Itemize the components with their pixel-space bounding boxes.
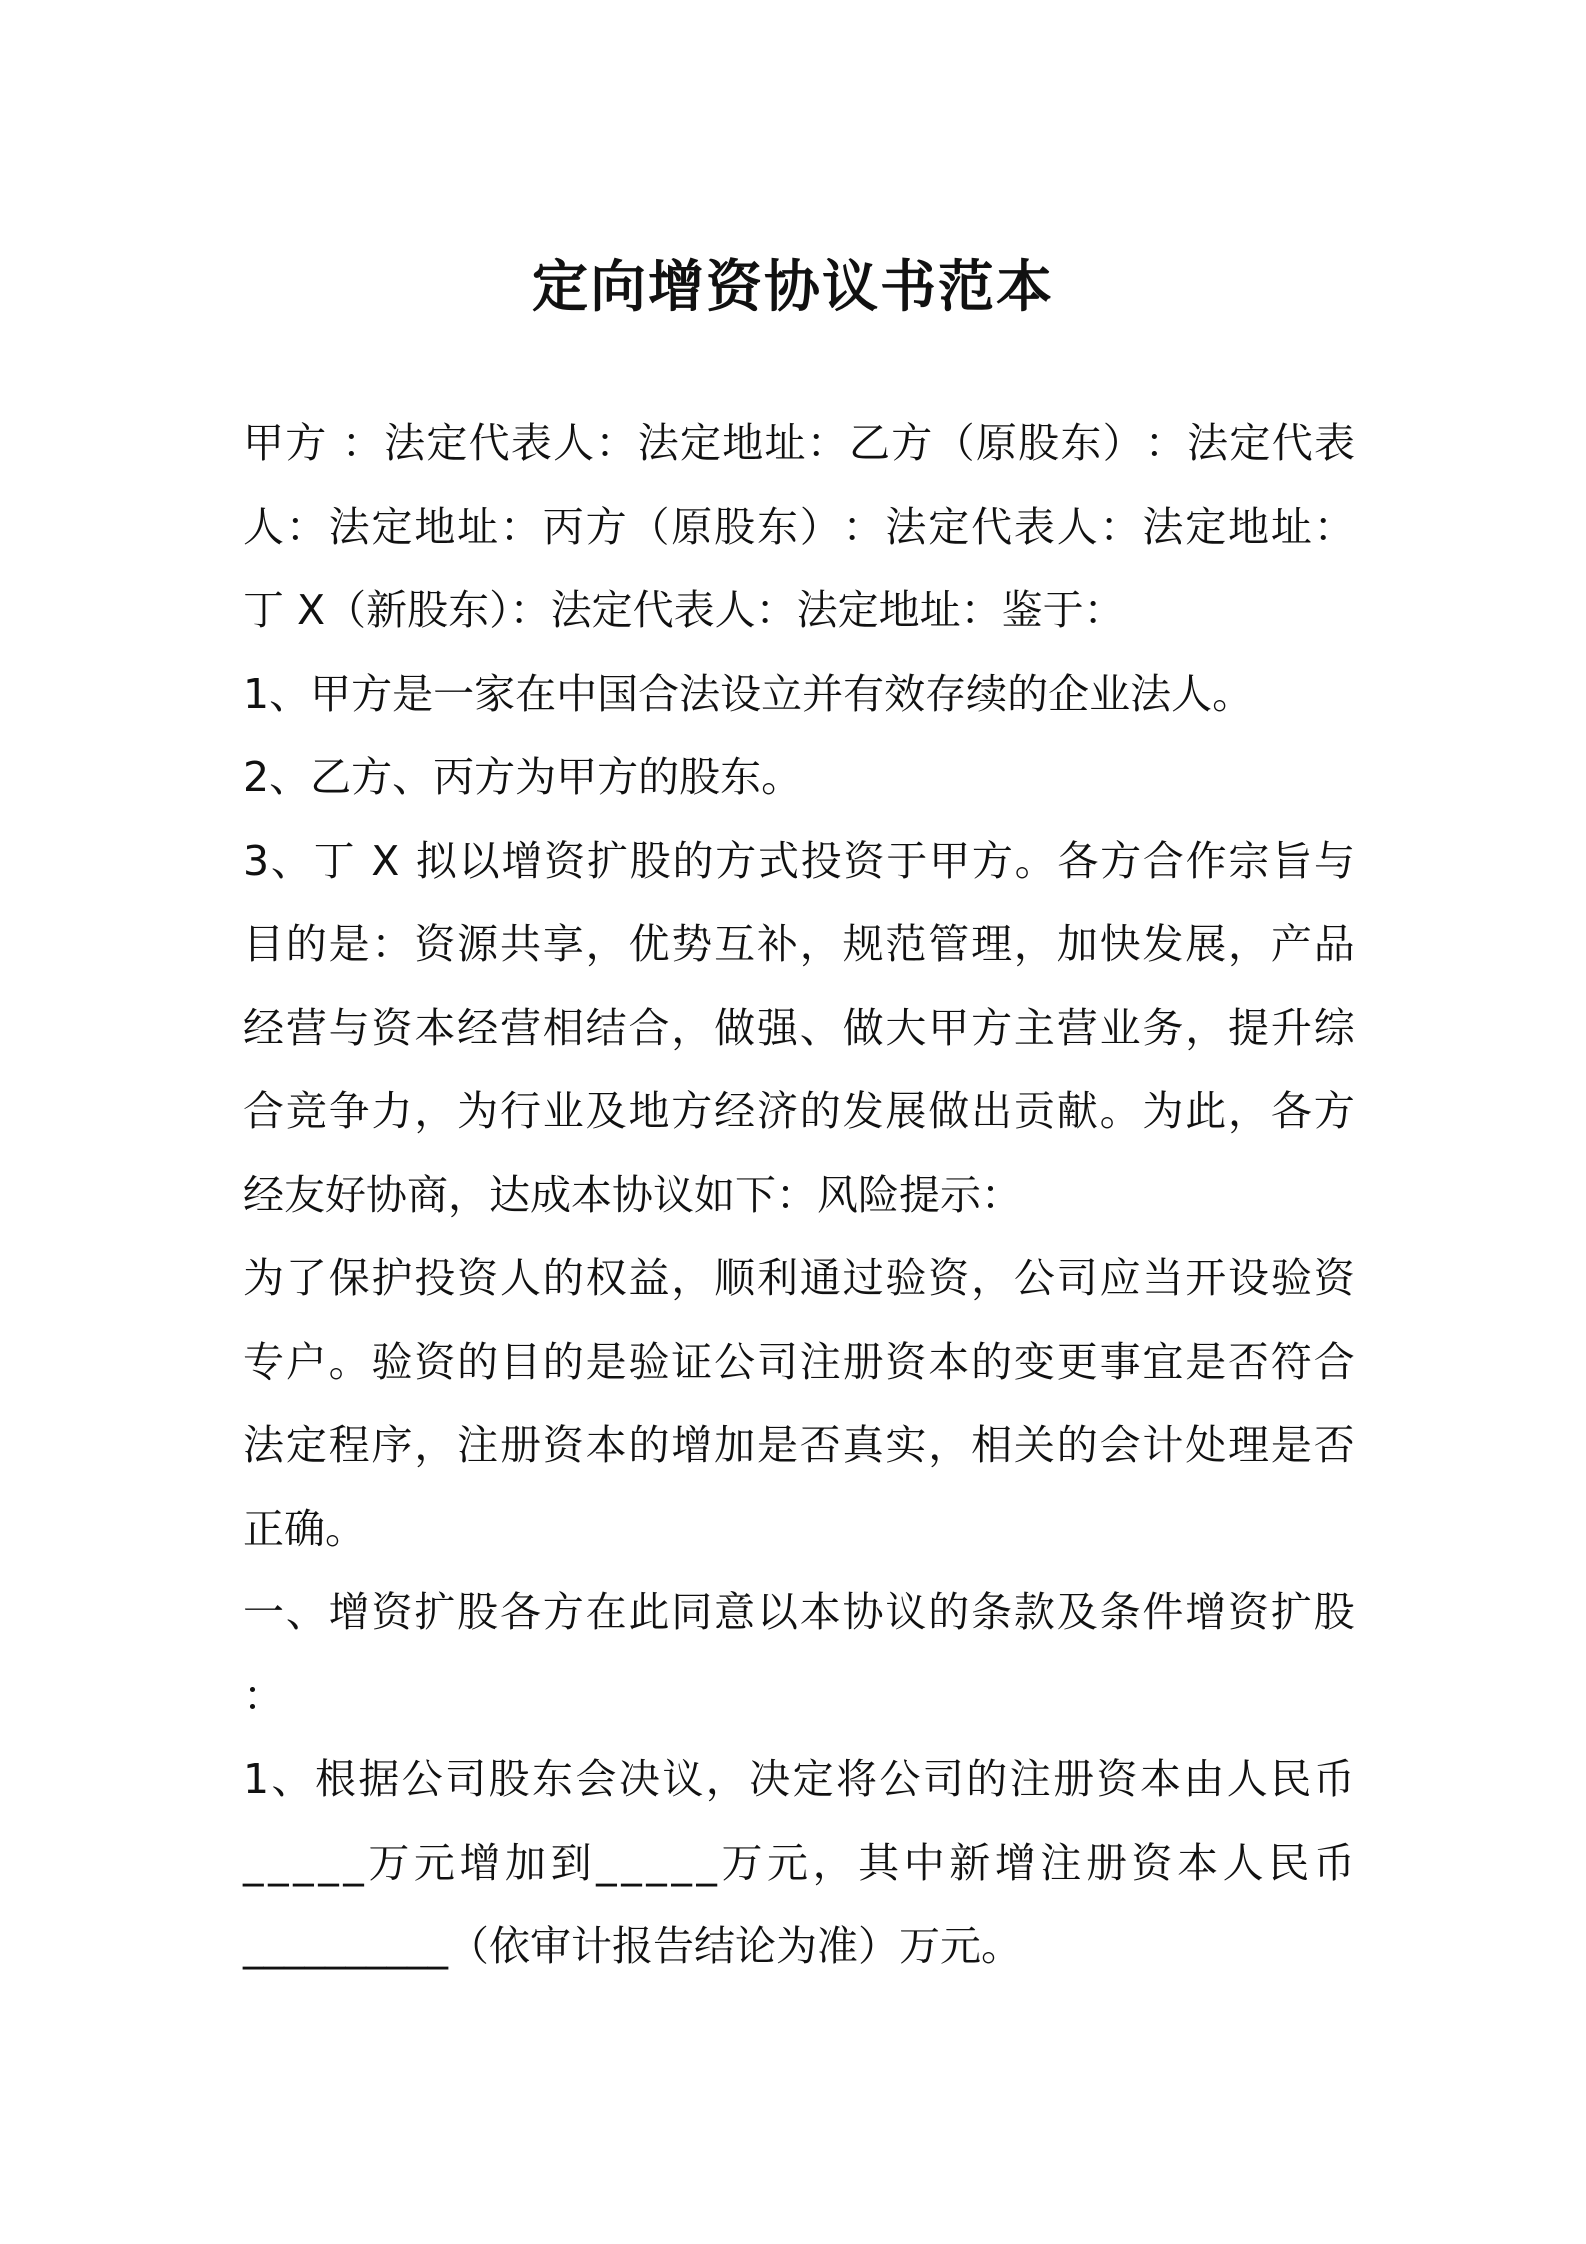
- body-line: 正确。: [243, 1504, 366, 1553]
- body-line: _ _ _ _ _ 万 元 增 加 到 _ _ _ _ _ 万 元 ， 其 中 新 增 注 册 资 本 人 民 币: [243, 1838, 1355, 1887]
- body-line: 经友好协商，达成本协议如下：风险提示：: [243, 1170, 1022, 1219]
- body-line: 法 定 程 序 ， 注 册 资 本 的 增 加 是 否 真 实 ， 相 关 的 会 计 处 理 是 否: [243, 1421, 1355, 1469]
- body-line: 1、甲方是一家在中国合法设立并有效存续的企业法人。: [243, 669, 1254, 718]
- body-line: 2、乙方、丙方为甲方的股东。: [243, 753, 803, 801]
- body-line: 3 、 丁 X 拟 以 增 资 扩 股 的 方 式 投 资 于 甲 方 。 各 方 合 作 宗 旨 与: [243, 836, 1355, 885]
- body-line: 专 户 。 验 资 的 目 的 是 验 证 公 司 注 册 资 本 的 变 更 事 宜 是 否 符 合: [243, 1337, 1355, 1386]
- body-line: 丁 X（新股东）：法定代表人：法定地址：鉴于：: [243, 586, 1125, 634]
- body-line: 为 了 保 护 投 资 人 的 权 益 ， 顺 利 通 过 验 资 ， 公 司 应 当 开 设 验 资: [243, 1254, 1355, 1302]
- document-title: 定向增资协议书范本: [532, 255, 1054, 320]
- body-line: 1 、 根 据 公 司 股 东 会 决 议 ， 决 定 将 公 司 的 注 册 资 本 由 人 民 币: [243, 1755, 1355, 1803]
- body-line: 一 、 增 资 扩 股 各 方 在 此 同 意 以 本 协 议 的 条 款 及 条 件 增 资 扩 股: [243, 1588, 1355, 1636]
- body-line: __________（依审计报告结论为准）万元。: [243, 1922, 1022, 1970]
- body-line: 目 的 是 ： 资 源 共 享 ， 优 势 互 补 ， 规 范 管 理 ， 加 快 发 展 ， 产 品: [243, 920, 1355, 968]
- document-body: [243, 402, 1355, 1989]
- body-line: ：: [243, 1671, 284, 1720]
- body-line: 经 营 与 资 本 经 营 相 结 合 ， 做 强 、 做 大 甲 方 主 营 业 务 ， 提 升 综: [243, 1003, 1355, 1052]
- body-line: 人 ： 法 定 地 址 ： 丙 方 （ 原 股 东 ） ： 法 定 代 表 人 ： 法 定 地 址 ：: [243, 502, 1355, 551]
- body-line: 合 竞 争 力 ， 为 行 业 及 地 方 经 济 的 发 展 做 出 贡 献 。 为 此 ， 各 方: [243, 1087, 1355, 1135]
- body-line: 甲 方 ： 法 定 代 表 人 ： 法 定 地 址 ： 乙 方 （ 原 股 东 ） ： 法 定 代 表: [243, 419, 1355, 467]
